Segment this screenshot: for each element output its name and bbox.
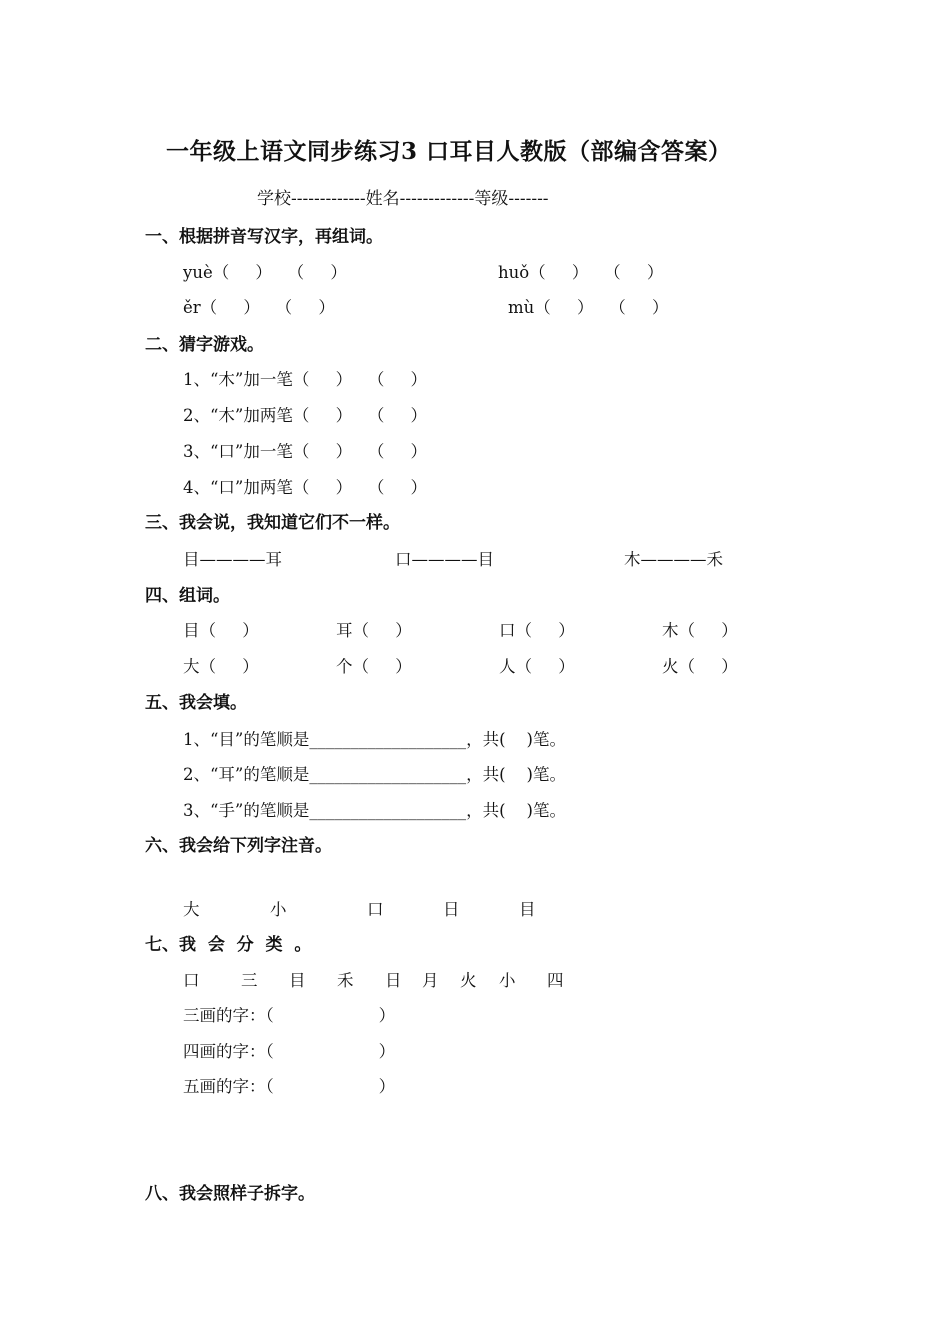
- guess-item: 2、“木”加两笔（ ） （ ）: [183, 406, 428, 425]
- pinyin-er-row: ěr（ ） （ ）: [183, 298, 335, 317]
- pinyin-huo-row: huǒ（ ） （ ）: [498, 263, 664, 282]
- classify-char: 口: [183, 971, 200, 990]
- word-item: 人（ ）: [499, 657, 575, 676]
- word-item: 耳（ ）: [336, 621, 412, 640]
- guess-item: 3、“口”加一笔（ ） （ ）: [183, 442, 428, 461]
- pinyin-char: 口: [367, 900, 384, 919]
- word-item: 火（ ）: [662, 657, 738, 676]
- stroke-order-item: 3、“手”的笔顺是___________________，共( )笔。: [183, 801, 566, 820]
- word-item: 个（ ）: [336, 657, 412, 676]
- section-1-heading: 一、根据拼音写汉字，再组词。: [145, 227, 383, 247]
- classify-char: 三: [241, 971, 258, 990]
- compare-pair: 木————禾: [624, 550, 723, 569]
- stroke-order-item: 1、“目”的笔顺是___________________，共( )笔。: [183, 730, 566, 749]
- classify-char: 四: [547, 971, 564, 990]
- section-7-heading: 七、我 会 分 类 。: [145, 935, 312, 955]
- classify-char: 禾: [337, 971, 354, 990]
- compare-pair: 目————耳: [183, 550, 282, 569]
- word-item: 目（ ）: [183, 621, 259, 640]
- guess-item: 1、“木”加一笔（ ） （ ）: [183, 370, 428, 389]
- compare-pair: 口————目: [395, 550, 494, 569]
- pinyin-yue-row: yuè（ ） （ ）: [183, 263, 347, 282]
- word-item: 木（ ）: [662, 621, 738, 640]
- section-4-heading: 四、组词。: [145, 586, 230, 606]
- classify-row: 五画的字：（ ）: [183, 1077, 396, 1096]
- pinyin-char: 日: [443, 900, 460, 919]
- section-3-heading: 三、我会说，我知道它们不一样。: [145, 513, 400, 533]
- page-title: 一年级上语文同步练习3 口耳目人教版（部编含答案）: [166, 138, 732, 165]
- stroke-order-item: 2、“耳”的笔顺是___________________，共( )笔。: [183, 765, 566, 784]
- classify-char: 目: [289, 971, 306, 990]
- classify-row: 四画的字：（ ）: [183, 1042, 396, 1061]
- section-6-heading: 六、我会给下列字注音。: [145, 836, 332, 856]
- classify-char: 日: [385, 971, 402, 990]
- pinyin-char: 小: [270, 900, 287, 919]
- word-item: 口（ ）: [499, 621, 575, 640]
- guess-item: 4、“口”加两笔（ ） （ ）: [183, 478, 428, 497]
- classify-row: 三画的字：（ ）: [183, 1006, 396, 1025]
- pinyin-char: 目: [519, 900, 536, 919]
- section-2-heading: 二、猜字游戏。: [145, 335, 264, 355]
- classify-char: 小: [499, 971, 516, 990]
- meta-line: 学校-------------姓名-------------等级-------: [257, 189, 549, 209]
- classify-char: 月: [422, 971, 439, 990]
- word-item: 大（ ）: [183, 657, 259, 676]
- pinyin-mu-row: mù（ ） （ ）: [508, 298, 669, 317]
- section-8-heading: 八、我会照样子拆字。: [145, 1184, 315, 1204]
- section-5-heading: 五、我会填。: [145, 693, 247, 713]
- classify-char: 火: [460, 971, 477, 990]
- pinyin-char: 大: [183, 900, 200, 919]
